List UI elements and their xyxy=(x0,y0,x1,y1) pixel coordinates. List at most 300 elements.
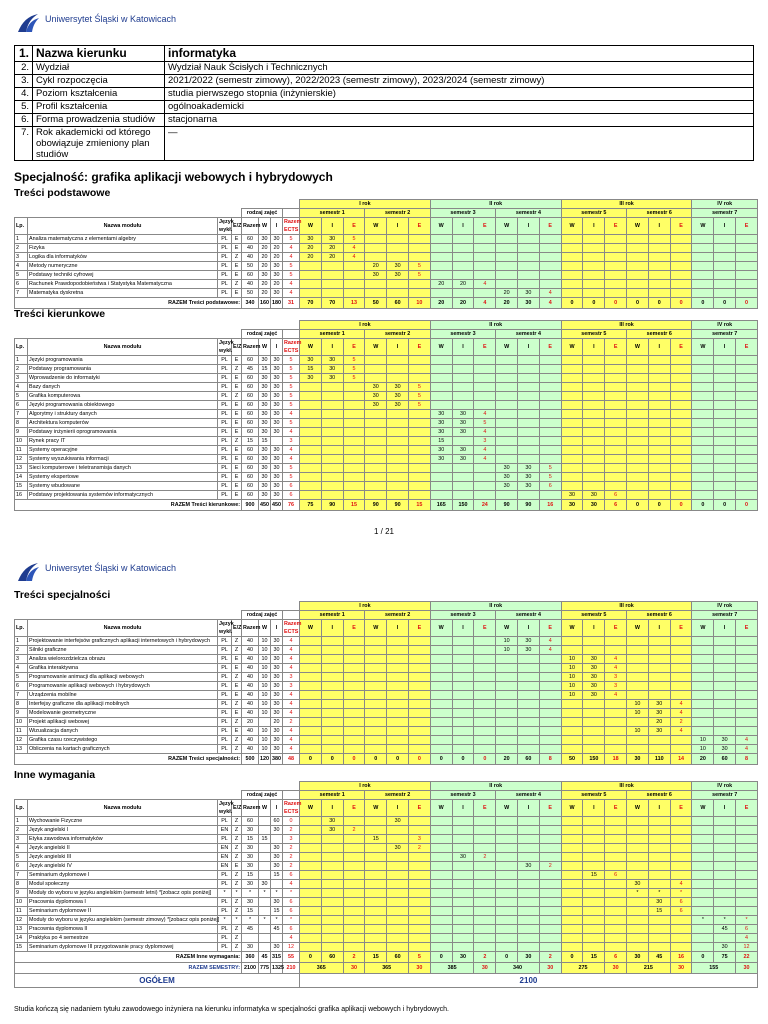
semester-cell xyxy=(496,437,518,446)
semester-cell xyxy=(648,835,670,844)
header-sub-i: I xyxy=(321,339,343,356)
semester-cell xyxy=(365,745,387,754)
semester-cell xyxy=(714,289,736,298)
semester-cell xyxy=(300,673,322,682)
semester-cell xyxy=(300,491,322,500)
semesters-total-value: 775 xyxy=(259,963,271,974)
semester-cell xyxy=(387,943,409,952)
semester-cell xyxy=(496,383,518,392)
module-ects: 5 xyxy=(283,419,300,428)
semester-cell xyxy=(583,916,605,925)
module-exam: Z xyxy=(232,700,242,709)
semester-cell xyxy=(648,691,670,700)
section-total-value: 340 xyxy=(242,298,259,309)
header-sub-w: W xyxy=(627,800,649,817)
semester-cell xyxy=(692,709,714,718)
semester-cell xyxy=(736,700,758,709)
semester-cell xyxy=(692,401,714,410)
semester-cell xyxy=(365,419,387,428)
semester-cell xyxy=(518,356,540,365)
semester-header: semestr 3 xyxy=(430,611,495,620)
semester-cell xyxy=(583,410,605,419)
semester-cell xyxy=(343,682,365,691)
semester-cell: 30 xyxy=(321,356,343,365)
semester-cell xyxy=(714,718,736,727)
semester-cell: 4 xyxy=(736,934,758,943)
module-ects: 4 xyxy=(283,455,300,464)
semester-cell xyxy=(387,491,409,500)
semester-total-value: 0 xyxy=(736,500,758,511)
semester-cell xyxy=(736,392,758,401)
semester-cell: 20 xyxy=(496,289,518,298)
program-info-number: 4. xyxy=(15,88,33,101)
semester-cell xyxy=(561,383,583,392)
semester-cell xyxy=(474,691,496,700)
semester-cell xyxy=(736,682,758,691)
semester-cell xyxy=(452,898,474,907)
semester-total-value: 60 xyxy=(714,754,736,765)
semester-total-value: 0 xyxy=(496,952,518,963)
semester-cell: 30 xyxy=(583,664,605,673)
module-lp: 4 xyxy=(15,262,28,271)
semester-cell xyxy=(627,646,649,655)
semester-cell xyxy=(300,727,322,736)
semester-cell xyxy=(408,718,430,727)
semester-cell xyxy=(387,419,409,428)
semester-total-value: 0 xyxy=(714,298,736,309)
semester-cell xyxy=(583,437,605,446)
module-lp: 4 xyxy=(15,844,28,853)
semester-total-value: 30 xyxy=(561,500,583,511)
header-exam: E/Z xyxy=(232,339,242,356)
semester-header: semestr 5 xyxy=(561,611,626,620)
year-header: IV rok xyxy=(692,782,757,791)
semester-cell xyxy=(496,727,518,736)
semester-cell xyxy=(474,655,496,664)
semester-cell xyxy=(561,428,583,437)
semester-cell xyxy=(452,392,474,401)
module-lp: 5 xyxy=(15,392,28,401)
semester-cell xyxy=(300,925,322,934)
semester-cell xyxy=(430,289,452,298)
header-sub-i: I xyxy=(518,800,540,817)
semester-cell xyxy=(736,862,758,871)
semester-cell xyxy=(321,673,343,682)
university-name: Uniwersytet Śląski w Katowicach xyxy=(45,14,177,24)
semester-cell xyxy=(736,262,758,271)
header-sub-i: I xyxy=(321,800,343,817)
semester-cell xyxy=(692,419,714,428)
semester-cell xyxy=(343,817,365,826)
overall-value: 2100 xyxy=(300,974,758,988)
semester-cell xyxy=(343,844,365,853)
semester-cell xyxy=(648,934,670,943)
semester-cell xyxy=(692,898,714,907)
semester-cell: 6 xyxy=(670,907,692,916)
semester-cell xyxy=(300,934,322,943)
module-ects: 4 xyxy=(283,709,300,718)
semester-total-value: 0 xyxy=(561,298,583,309)
semester-cell xyxy=(452,253,474,262)
semester-cell xyxy=(496,392,518,401)
header-module-name: Nazwa modułu xyxy=(28,620,218,637)
module-lecture-hours xyxy=(259,844,271,853)
semester-cell xyxy=(300,646,322,655)
semester-cell xyxy=(365,664,387,673)
semester-cell xyxy=(452,889,474,898)
semester-cell xyxy=(561,365,583,374)
semester-cell xyxy=(539,374,561,383)
module-language: PL xyxy=(218,682,232,691)
semester-cell xyxy=(670,871,692,880)
header-sub-w: W xyxy=(627,620,649,637)
module-name: Projektowanie interfejsów graficznych aplikacji internetowych i hybrydowych xyxy=(28,637,218,646)
semester-cell xyxy=(627,446,649,455)
semester-cell xyxy=(670,682,692,691)
semester-cell xyxy=(430,745,452,754)
module-total-hours: 60 xyxy=(242,374,259,383)
section-total-row xyxy=(15,500,758,511)
semester-cell xyxy=(496,835,518,844)
semester-cell: 5 xyxy=(343,356,365,365)
semester-cell xyxy=(365,356,387,365)
semester-cell xyxy=(714,880,736,889)
semester-cell xyxy=(430,271,452,280)
table-row xyxy=(15,691,758,700)
semester-cell xyxy=(714,356,736,365)
semester-cell xyxy=(583,446,605,455)
semester-cell xyxy=(518,262,540,271)
module-language: PL xyxy=(218,262,232,271)
header-sub-w: W xyxy=(561,218,583,235)
module-ects: 2 xyxy=(283,718,300,727)
table-row xyxy=(15,464,758,473)
semester-cell xyxy=(561,464,583,473)
semester-cell xyxy=(714,673,736,682)
semester-cell xyxy=(561,943,583,952)
module-exam: E xyxy=(232,655,242,664)
semester-cell xyxy=(387,455,409,464)
semester-cell xyxy=(736,907,758,916)
semester-cell xyxy=(496,844,518,853)
header-sub-e: E xyxy=(736,218,758,235)
semester-cell xyxy=(365,280,387,289)
semester-cell xyxy=(387,365,409,374)
semester-cell: 30 xyxy=(583,682,605,691)
semester-cell xyxy=(408,419,430,428)
semester-cell xyxy=(692,262,714,271)
semester-total-value: 90 xyxy=(496,500,518,511)
semester-cell xyxy=(408,646,430,655)
semester-cell xyxy=(605,934,627,943)
semester-total-value: 30 xyxy=(518,298,540,309)
module-lp: 6 xyxy=(15,682,28,691)
module-total-hours: 40 xyxy=(242,700,259,709)
module-language: PL xyxy=(218,943,232,952)
module-language: PL xyxy=(218,655,232,664)
semester-cell xyxy=(670,664,692,673)
semester-cell xyxy=(408,374,430,383)
module-language: PL xyxy=(218,745,232,754)
year-header: I rok xyxy=(300,200,431,209)
semester-total-value: 110 xyxy=(648,754,670,765)
module-language: * xyxy=(218,916,232,925)
module-other-hours: 30 xyxy=(271,943,283,952)
semester-cell xyxy=(387,437,409,446)
header-sub-e: E xyxy=(343,218,365,235)
semester-cell xyxy=(408,925,430,934)
semester-cell xyxy=(518,455,540,464)
semester-cell xyxy=(387,718,409,727)
module-ects: * xyxy=(283,889,300,898)
semester-cell xyxy=(583,898,605,907)
semester-cell xyxy=(321,691,343,700)
semester-cell xyxy=(670,262,692,271)
program-info-value: 2021/2022 (semestr zimowy), 2022/2023 (semestr zimowy), 2023/2024 (semestr zimowy) xyxy=(165,75,754,88)
header-sub-i: I xyxy=(583,218,605,235)
semester-cell xyxy=(430,244,452,253)
semester-cell xyxy=(648,664,670,673)
semester-total-value: 45 xyxy=(648,952,670,963)
module-other-hours: 20 xyxy=(271,244,283,253)
semester-cell xyxy=(518,835,540,844)
module-total-hours: 60 xyxy=(242,383,259,392)
semester-header: semestr 4 xyxy=(496,791,561,800)
module-other-hours: 30 xyxy=(271,655,283,664)
semester-cell xyxy=(692,646,714,655)
module-total-hours: 30 xyxy=(242,853,259,862)
semester-cell xyxy=(692,835,714,844)
semester-cell xyxy=(474,709,496,718)
semester-cell: 30 xyxy=(648,709,670,718)
semester-cell xyxy=(583,889,605,898)
semester-cell xyxy=(474,898,496,907)
module-exam: Z xyxy=(232,673,242,682)
semester-cell xyxy=(561,437,583,446)
semester-cell xyxy=(430,664,452,673)
header-sub-i: I xyxy=(648,339,670,356)
semester-total-value: 70 xyxy=(321,298,343,309)
module-lecture-hours: 30 xyxy=(259,392,271,401)
module-exam: E xyxy=(232,244,242,253)
module-lp: 6 xyxy=(15,862,28,871)
semester-cell xyxy=(452,736,474,745)
semester-cell: 20 xyxy=(321,253,343,262)
semester-cell xyxy=(605,473,627,482)
semester-cell xyxy=(583,280,605,289)
semester-cell xyxy=(627,401,649,410)
module-language: PL xyxy=(218,280,232,289)
module-total-hours: 60 xyxy=(242,235,259,244)
semester-cell: 20 xyxy=(648,718,670,727)
module-ects: 2 xyxy=(283,853,300,862)
semester-cell xyxy=(714,700,736,709)
semester-cell xyxy=(561,880,583,889)
semester-header: semestr 3 xyxy=(430,791,495,800)
module-lecture-hours: 10 xyxy=(259,655,271,664)
module-other-hours xyxy=(271,934,283,943)
semester-cell xyxy=(561,745,583,754)
semester-cell xyxy=(648,745,670,754)
semester-cell xyxy=(648,637,670,646)
semester-cell xyxy=(496,253,518,262)
module-ects: 5 xyxy=(283,235,300,244)
semester-cell xyxy=(474,271,496,280)
semester-cell xyxy=(583,646,605,655)
semester-cell xyxy=(496,673,518,682)
semester-cell xyxy=(627,482,649,491)
module-exam: Z xyxy=(232,718,242,727)
header-sub-w: W xyxy=(430,800,452,817)
year-header: IV rok xyxy=(692,200,757,209)
semester-cell xyxy=(539,718,561,727)
semester-cell xyxy=(343,491,365,500)
semester-cell xyxy=(496,826,518,835)
table-row xyxy=(15,934,758,943)
semester-cell: 6 xyxy=(539,482,561,491)
semester-cell xyxy=(736,235,758,244)
module-exam: E xyxy=(232,455,242,464)
semester-cell xyxy=(736,853,758,862)
semester-cell xyxy=(321,835,343,844)
semester-cell: 4 xyxy=(736,745,758,754)
semester-total-value: 30 xyxy=(583,500,605,511)
semester-cell xyxy=(627,673,649,682)
semester-header: semestr 6 xyxy=(627,791,692,800)
semester-header: semestr 5 xyxy=(561,791,626,800)
semester-cell xyxy=(452,943,474,952)
semester-cell xyxy=(343,410,365,419)
semester-cell xyxy=(692,482,714,491)
header-sub-e: E xyxy=(605,218,627,235)
semester-cell: 5 xyxy=(343,374,365,383)
module-language: PL xyxy=(218,934,232,943)
semester-cell xyxy=(430,880,452,889)
table-row xyxy=(15,907,758,916)
header-sub-w: W xyxy=(561,800,583,817)
semester-cell xyxy=(518,446,540,455)
module-exam: Z xyxy=(232,392,242,401)
module-total-hours: 40 xyxy=(242,745,259,754)
module-name: Etyka zawodowa informatyków xyxy=(28,835,218,844)
semester-cell xyxy=(648,235,670,244)
semester-cell xyxy=(343,446,365,455)
module-exam: E xyxy=(232,482,242,491)
module-other-hours xyxy=(271,880,283,889)
semester-cell xyxy=(452,655,474,664)
semester-total-value: 90 xyxy=(365,500,387,511)
module-ects: 5 xyxy=(283,365,300,374)
semester-cell xyxy=(692,253,714,262)
semester-cell xyxy=(474,244,496,253)
module-total-hours: 40 xyxy=(242,646,259,655)
semester-cell xyxy=(648,943,670,952)
semester-cell xyxy=(387,646,409,655)
module-ects: 5 xyxy=(283,383,300,392)
semester-header: semestr 7 xyxy=(692,330,757,339)
table-row xyxy=(15,664,758,673)
semester-cell xyxy=(583,817,605,826)
semester-total-value: 0 xyxy=(692,952,714,963)
semester-cell: 5 xyxy=(408,383,430,392)
module-name: Język angielski IV xyxy=(28,862,218,871)
semester-cell: 30 xyxy=(714,736,736,745)
header-module-name: Nazwa modułu xyxy=(28,218,218,235)
module-other-hours: 45 xyxy=(271,925,283,934)
semester-cell xyxy=(496,280,518,289)
semester-cell xyxy=(430,727,452,736)
semester-header: semestr 5 xyxy=(561,209,626,218)
semester-cell xyxy=(408,736,430,745)
module-lecture-hours: 30 xyxy=(259,473,271,482)
module-total-hours: 60 xyxy=(242,419,259,428)
program-info-row xyxy=(15,46,754,62)
header-rodzaj-zajec: rodzaj zajęć xyxy=(242,791,283,800)
semester-cell xyxy=(736,374,758,383)
module-exam: Z xyxy=(232,934,242,943)
module-other-hours: 30 xyxy=(271,709,283,718)
module-other-hours: 30 xyxy=(271,491,283,500)
semester-total-value: 20 xyxy=(430,298,452,309)
semester-cell xyxy=(736,817,758,826)
semester-cell xyxy=(539,682,561,691)
semester-cell xyxy=(343,473,365,482)
semester-cell xyxy=(452,691,474,700)
semester-cell: 30 xyxy=(430,428,452,437)
semester-cell xyxy=(430,826,452,835)
semester-cell xyxy=(561,871,583,880)
module-other-hours: * xyxy=(271,889,283,898)
semester-cell xyxy=(387,736,409,745)
semester-cell xyxy=(300,916,322,925)
semester-cell xyxy=(365,916,387,925)
header-sub-e: E xyxy=(408,218,430,235)
semester-cell xyxy=(387,709,409,718)
semester-total-value: 2 xyxy=(343,952,365,963)
semester-cell xyxy=(605,925,627,934)
semester-total-value: 22 xyxy=(736,952,758,963)
header-lp: Lp. xyxy=(15,620,28,637)
semester-cell xyxy=(714,691,736,700)
semester-cell xyxy=(670,916,692,925)
module-lp: 5 xyxy=(15,853,28,862)
header-rodzaj-zajec: rodzaj zajęć xyxy=(242,611,283,620)
semester-cell xyxy=(714,682,736,691)
semester-cell xyxy=(670,392,692,401)
module-total-hours xyxy=(242,934,259,943)
semester-cell xyxy=(452,862,474,871)
semester-cell xyxy=(561,446,583,455)
semester-cell: 3 xyxy=(605,673,627,682)
semester-cell xyxy=(496,410,518,419)
semester-cell xyxy=(714,835,736,844)
semester-cell xyxy=(714,482,736,491)
module-lecture-hours: 20 xyxy=(259,253,271,262)
semester-cell xyxy=(583,718,605,727)
year-header: II rok xyxy=(430,602,561,611)
module-ects: 4 xyxy=(283,664,300,673)
semester-cell xyxy=(539,235,561,244)
semester-cell xyxy=(627,637,649,646)
program-info-key: Nazwa kierunku xyxy=(33,46,165,62)
semester-cell xyxy=(387,682,409,691)
semester-header: semestr 6 xyxy=(627,209,692,218)
semester-cell xyxy=(343,262,365,271)
module-name: Algorytmy i struktury danych xyxy=(28,410,218,419)
module-name: Grafika czasu rzeczywistego xyxy=(28,736,218,745)
module-language: PL xyxy=(218,437,232,446)
semester-cell xyxy=(452,437,474,446)
